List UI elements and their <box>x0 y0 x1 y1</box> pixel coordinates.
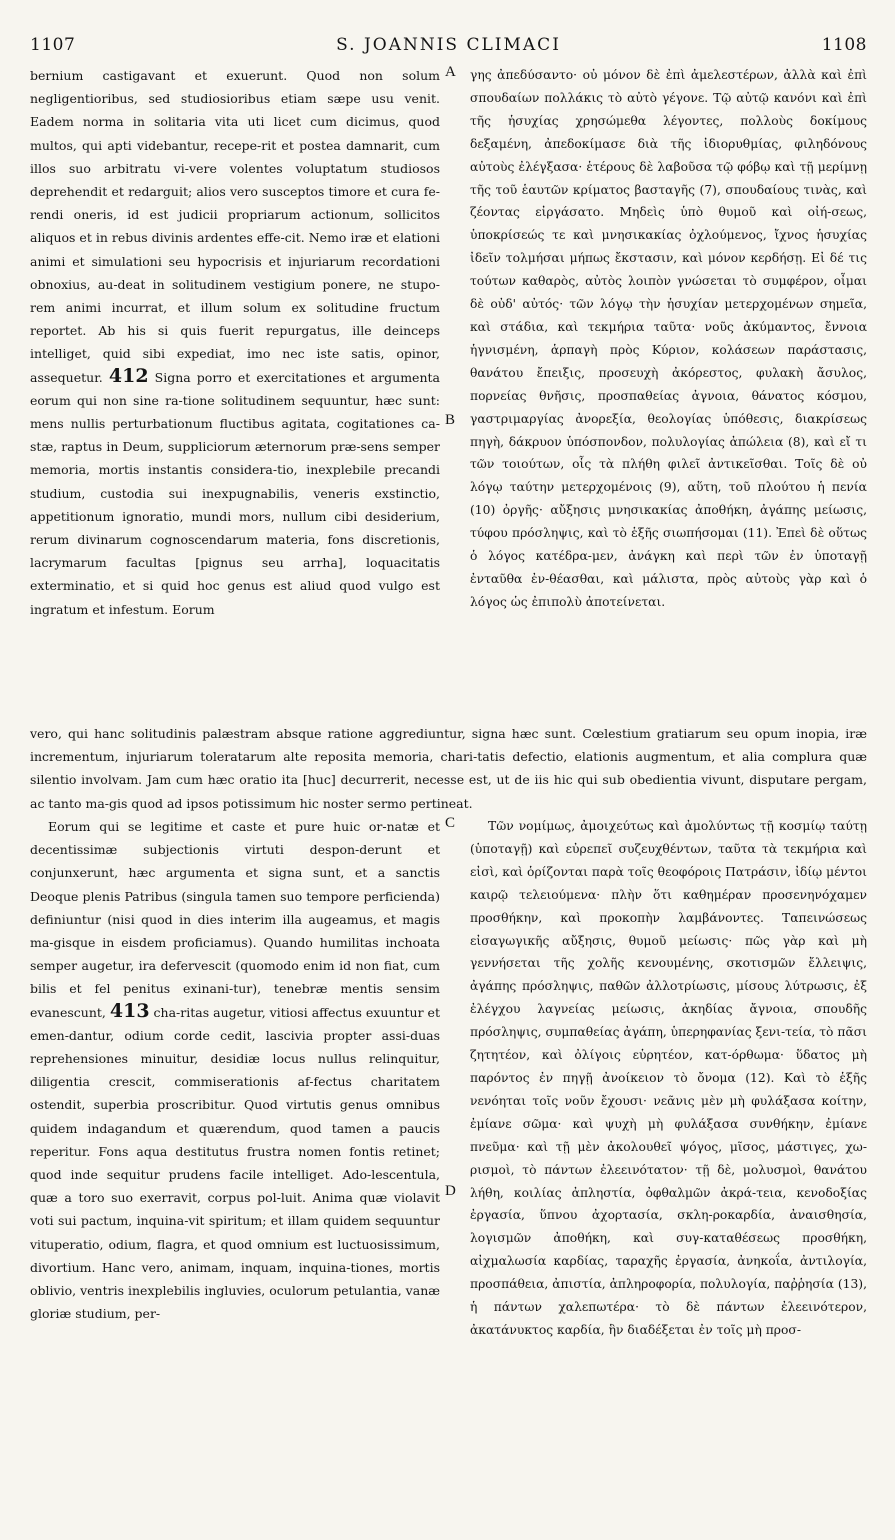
running-header <box>30 30 867 60</box>
latin-full-width-text: vero, qui hanc solitudinis palæstram absque ratione aggrediuntur, signa hæc sunt. Cœlestium gratiarum seu opum inopia, iræ incrementum, injuriarum toleratarum alte reposita memoria, chari-tatis defectio, elationis augmentum, et alia complura quæ silentio involvam. Jam cum hæc oratio ita [huc] decurrerit, necesse est, ut de iis hic qui sub obedientia vivunt, disputare pergam, ac tanto ma-gis quod ad ipsos potissimum hic noster sermo pertineat. <box>30 726 867 811</box>
greek-text: Τῶν νομίμως, ἀμοιχεύτως καὶ ἀμολύντως τῇ κοσμίῳ ταύτῃ (ὑποταγῇ) καὶ εὐρεπεῖ συζευχθέντων, ταῦτα τὰ τεκμήρια καὶ εἰσὶ, καὶ ὁρίζονται παρὰ τοῖς θεοφόροις Πατράσιν, ἰδίῳ μέντοι καιρῷ τελειούμενα· πλὴν ὅτι καθημέραν προσενηνόχαμεν προσθήκην, καὶ προκοπὴν λαμβάνοντες. Ταπεινώσεως εἰσαγωγικῆς αὔξησις, θυμοῦ μείωσις· πῶς γὰρ καὶ μὴ γεννήσεται τῆς χολῆς κενουμένης, σκοτισμῶν ἔλλειψις, ἀγάπης πρόσληψις, παθῶν ἀλλοτρίωσις, μίσους λύτρωσις, ἐξ ἐλέγχου λαγνείας μείωσις, ἀκηδίας ἄγνοια, σπουδῆς πρόσληψις, συμπαθείας ἀγάπη, ὑπερηφανίας ξενι-τεία, τὸ πᾶσι ζητητέον, καὶ ὀλίγοις εὑρητέον, κατ-όρθωμα· ὕδατος μὴ παρόντος ἐν πηγῇ ἀνοίκειον τὸ ὄνομα (12). Καὶ τὸ ἑξῆς νενόηται τοῖς νοῦν ἔχουσι· νεᾶνις μὲν μὴ φυλάξασα κοίτην, ἐμίανε σῶμα· καὶ ψυχὴ μὴ φυλάξασα συνθήκην, ἐμίανε πνεῦμα· καὶ τῇ μὲν ἀκολουθεῖ ψόγος, μῖσος, μάστιγες, χω-ρισμοὶ, τὸ πάντων ἐλεεινότατον· τῇ δὲ, μολυσμοὶ, θανάτου λήθη, κοιλίας ἀπληστία, ὀφθαλμῶν ἀκρά-τεια, κενοδοξίας ἐργασία, ὕπνου ἀχορτασία, σκλη-ροκαρδία, ἀναισθησία, λογισμῶν ἀποθήκη, καὶ συγ-καταθέσεως προσθήκη, αἰχμαλωσία καρδίας, ταραχῆς ἐργασία, ἀνηκοΐα, ἀντιλογία, προσπάθεια, ἀπιστία, ἀπληροφορία, πολυλογία, παῤῥησία (13), ἡ πάντων χαλεπωτέρα· τὸ δὲ πάντων ἐλεεινότερον, ἀκατάνυκτος καρδία, ἣν διαδέξεται ἐν τοῖς μὴ προσ- <box>470 819 867 1337</box>
section-marker-b: B <box>445 412 456 428</box>
column-number-marker: 412 <box>108 364 149 387</box>
latin-text-part-b: cha-ritas augetur, vitiosi affectus exuuntur et emen-dantur, odium corde cedit, lascivia propter assi-duas reprehensiones minuitur, desidiæ locus nullus relinquitur, diligentia crescit, commiserationis af-fectus charitatem ostendit, superbia proscribitur. Quod virtutis genus omnibus quidem indagandum et quærendum, quod tamen a paucis reperitur. Fons aqua destitutus frustra nomen fontis retinet; quod inde sequitur prudens facile intelliget. Ado-lescentula, quæ a toro suo exerravit, corpus pol-luit. Anima quæ violavit voti sui pactum, inquina-vit spiritum; et illam quidem sequuntur vituperatio, odium, flagra, et quod omnium est luctuosissimum, divortium. Hanc vero, animam, inquam, inquina-tiones, mortis oblivio, ventris inexplebilis ingluvies, oculorum petulantia, vanæ gloriæ studium, per- <box>30 1004 440 1322</box>
column-number-marker: 413 <box>109 999 150 1022</box>
latin-full-width-paragraph <box>30 722 867 815</box>
section-marker-d: D <box>445 1183 456 1199</box>
latin-text-part-b: Signa porro et exercitationes et argumenta eorum qui non sine ra-tione solitudinem sequuntur, hæc sunt: mens nullis perturbationum fluctibus agitata, cogitationes ca-stæ, raptus in Deum, suppliciorum æternorum præ-sens semper memoria, mortis instantis considera-tio, inexplebile precandi studium, custodia sui inexpugnabilis, veneris exstinctio, appetitionum ignoratio, mundi mors, nullum cibi desiderium, rerum divinarum cognoscendarum materia, fons discretionis, lacrymarum facultas [pignus seu arrha], loquacitatis exterminatio, et si quid hoc genus est aliud quod vulgo est ingratum et infestum. Eorum <box>30 369 440 617</box>
latin-text-part-a: Eorum qui se legitime et caste et pure huic or-natæ et decentissimæ subjectionis virtuti despon-derunt et conjunxerunt, hæc argumenta et signa sunt, et a sanctis Deoque plenis Patribus (singula tamen suo tempore perficienda) definiuntur (nisi quod in dies interim illa augeamus, et magis ma-gisque in eisdem proficiamus). Quando humilitas inchoata semper augetur, ira defervescit (quomodo enim id non fiat, cum bilis et fel penitus exinani-tur), tenebræ mentis sensim evanescunt, <box>30 819 440 1020</box>
column-number-left: 1107 <box>30 35 76 55</box>
column-number-right: 1108 <box>821 35 867 55</box>
latin-text-part-a: bernium castigavant et exuerunt. Quod non solum negligentioribus, sed studiosioribus etiam sæpe usu venit. Eadem norma in solitaria vita uti licet cum dicimus, quod multos, qui apti videbantur, recepe-rit et postea damnarit, cum illos suo arbitratu vi-vere volentes voluptatum studiosos deprehendit et redarguit; alios vero susceptos timore et cura fe-rendi oneris, id est judicii propriarum actionum, sollicitos aliquos et in rebus divinis ardentes effe-cit. Nemo iræ et elationi animi et simulationi seu hypocrisis et injuriarum recordationi obnoxius, au-deat in solitudinem vestigium ponere, ne stupo-rem animi incurrat, et illum solum ex solitudine fructum reportet. Ab his si quis fuerit repurgatus, ille deinceps intelliget, quid sibi expediat, imo nec iste satis, opinor, assequetur. <box>30 68 440 385</box>
greek-text: γης ἀπεδύσαντο· οὐ μόνον δὲ ἐπὶ ἀμελεστέρων, ἀλλὰ καὶ ἐπὶ σπουδαίων πολλάκις τὸ αὐτὸ γέγονε. Τῷ αὐτῷ κανόνι καὶ ἐπὶ τῆς ἡσυχίας χρησώμεθα λέγοντες, πολλοὺς δοκίμους δεξαμένη, ἀπεδοκίμασε διὰ τῆς ἰδιορυθμίας, φιληδόνους αὐτοὺς ἐλέγξασα· ἑτέρους δὲ λαβοῦσα τῷ φόβῳ καὶ τῇ μερίμνῃ τῆς τοῦ ἑαυτῶν κρίματος βασταγῆς (7), σπουδαίους τινὰς, καὶ ζέοντας εἰργάσατο. Μηδεὶς ὑπὸ θυμοῦ καὶ οἰή-σεως, ὑποκρίσεώς τε καὶ μνησικακίας ὀχλούμενος, ἴχνος ἡσυχίας ἰδεῖν τολμήσαι μήπως ἔκστασιν, καὶ μόνον κερδήσῃ. Εἰ δέ τις τούτων καθαρὸς, αὐτὸς λοιπὸν γνώσεται τὸ συμφέρον, οἶμαι δὲ οὐδ' αὐτός· τῶν λόγῳ τὴν ἡσυχίαν μετερχομένων σημεῖα, καὶ στάδια, καὶ τεκμήρια ταῦτα· νοῦς ἀκύμαντος, ἔννοια ἡγνισμένη, ἁρπαγὴ πρὸς Κύριον, κολάσεων παράστασις, θανάτου ἔπειξις, προσευχὴ ἀκόρεστος, φυλακὴ ἄσυλος, πορνείας θνῆσις, προσπαθείας ἀγνοια, θάνατος κόσμου, γαστριμαργίας ἀνορεξία, θεολογίας ὑπόθεσις, διακρίσεως πηγὴ, δάκρυον ὑπόσπονδον, πολυλογίας ἀπώλεια (8), καὶ εἴ τι τῶν τοιούτων, οἷς τὰ πλήθη φιλεῖ ἀντικεῖσθαι. Τοῖς δὲ οὐ λόγῳ ταύτην μετερχομένοις (9), αὕτη, τοῦ πλούτου ἡ πενία (10) ὀργῆς· αὔξησις μνησικακίας ἀποθήκη, ἀγάπης μείωσις, τύφου πρόσληψις, καὶ τὸ ἑξῆς σιωπήσομαι (11). Ἐπεὶ δὲ οὕτως ὁ λόγος κατέδρα-μεν, ἀνάγκη καὶ περὶ τῶν ἐν ὑποταγῇ ἐνταῦθα ἐν-θέασθαι, καὶ μάλιστα, πρὸς αὐτοὺς γὰρ καὶ ὁ λόγος ὡς ἐπιπολὺ ἀποτείνεται. <box>470 68 867 609</box>
greek-column-section-1 <box>470 64 867 614</box>
section-marker-c: C <box>445 815 456 831</box>
running-title: S. JOANNIS CLIMACI <box>336 35 561 55</box>
latin-column-section-1 <box>30 64 440 621</box>
section-marker-a: A <box>445 64 456 80</box>
greek-column-section-2 <box>470 815 867 1342</box>
latin-column-section-2 <box>30 815 440 1325</box>
